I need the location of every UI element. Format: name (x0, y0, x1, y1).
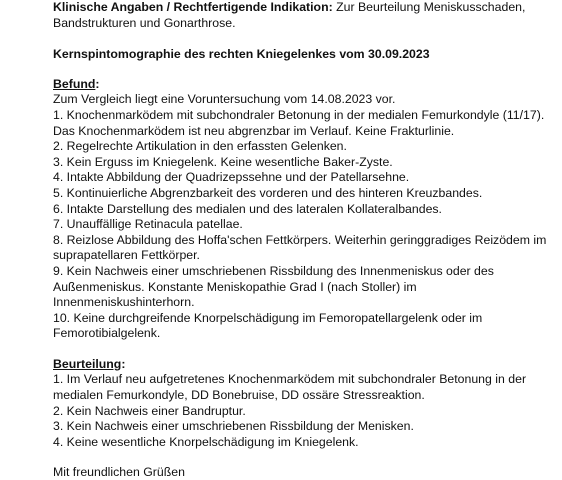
beurteilung-line: 2. Kein Nachweis einer Bandruptur. (53, 403, 246, 418)
befund-heading: Befund (53, 76, 96, 91)
befund-line: 3. Kein Erguss im Kniegelenk. Keine wesentliche Baker-Zyste. (53, 154, 393, 169)
closing-greeting-partial (53, 467, 253, 480)
beurteilung-line: medialen Femurkondyle, DD Bonebruise, DD ossäre Stressreaktion. (53, 388, 425, 403)
clinical-line-1 (53, 0, 553, 16)
beurteilung-heading-line (53, 357, 553, 373)
beurteilung-colon: : (121, 356, 126, 371)
befund-line: 5. Kontinuierliche Abgrenzbarkeit des vorderen und des hinteren Kreuzbandes. (53, 185, 483, 200)
clinical-indication (53, 0, 553, 31)
befund-line: 8. Reizlose Abbildung des Hoffa'schen Fettkörpers. Weiterhin geringgradiges Reizödem im (53, 232, 547, 247)
beurteilung-list (53, 372, 553, 450)
beurteilung-line: 3. Kein Nachweis einer umschriebenen Rissbildung der Menisken. (53, 419, 414, 434)
clinical-label: Klinische Angaben / Rechtfertigende Indikation: (53, 0, 333, 14)
befund-line: 6. Intakte Darstellung des medialen und des lateralen Kollateralbandes. (53, 201, 442, 216)
beurteilung-heading: Beurteilung (53, 356, 122, 371)
befund-line: suprapatellaren Fettkörper. (53, 248, 200, 263)
befund-line: Das Knochenmarködem ist neu abgrenzbar im Verlauf. Keine Frakturlinie. (53, 123, 455, 138)
befund-line: 2. Regelrechte Artikulation in den erfassten Gelenken. (53, 139, 347, 154)
report-document (53, 0, 553, 450)
spacer (53, 342, 553, 357)
befund-line: 9. Kein Nachweis einer umschriebenen Rissbildung des Innenmeniskus oder des (53, 263, 494, 278)
befund-heading-line (53, 77, 553, 93)
befund-line: Außenmeniskus. Konstante Meniskopathie Grad I (nach Stoller) im (53, 279, 417, 294)
beurteilung-line: 1. Im Verlauf neu aufgetretenes Knochenmarködem mit subchondraler Betonung in der (53, 372, 527, 387)
spacer (53, 31, 553, 47)
exam-title: Kernspintomographie des rechten Kniegelenkes vom 30.09.2023 (53, 47, 430, 62)
befund-line: 10. Keine durchgreifende Knorpelschädigung im Femoropatellargelenk oder im (53, 310, 483, 325)
befund-intro: Zum Vergleich liegt eine Voruntersuchung vom 14.08.2023 vor. (53, 92, 396, 107)
befund-line: Femorotibialgelenk. (53, 326, 161, 341)
befund-line: 7. Unauffällige Retinacula patellae. (53, 217, 243, 232)
beurteilung-line: 4. Keine wesentliche Knorpelschädigung im Kniegelenk. (53, 434, 359, 449)
closing-greeting: Mit freundlichen Grüßen (53, 467, 185, 479)
befund-list (53, 108, 553, 342)
spacer (53, 63, 553, 77)
befund-line: 1. Knochenmarködem mit subchondraler Betonung in der medialen Femurkondyle (11/17). (53, 107, 545, 122)
clinical-text-2: Bandstrukturen und Gonarthrose. (53, 15, 236, 30)
clinical-text-1: Zur Beurteilung Meniskusschaden, (332, 0, 526, 14)
befund-line: Innenmeniskushinterhorn. (53, 295, 195, 310)
befund-line: 4. Intakte Abbildung der Quadrizepssehne und der Patellarsehne. (53, 170, 410, 185)
befund-colon: : (95, 76, 100, 91)
